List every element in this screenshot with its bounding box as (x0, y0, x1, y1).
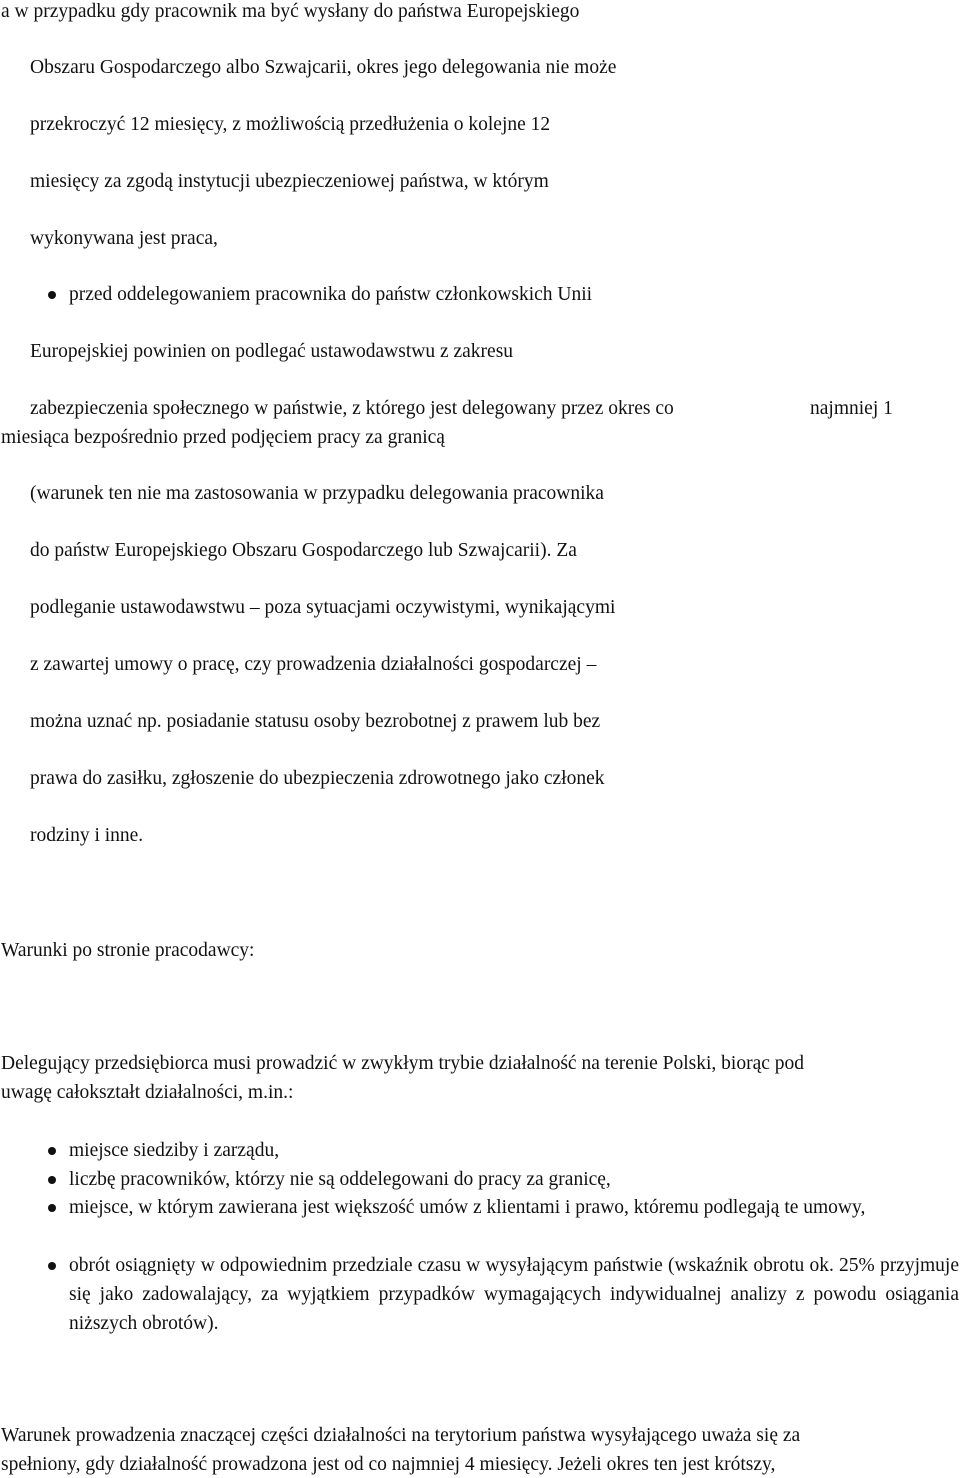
text-line: miesięcy za zgodą instytucji ubezpieczeniowej państwa, w którym (30, 171, 549, 192)
text-line: z zawartej umowy o pracę, czy prowadzenia działalności gospodarczej – (30, 654, 597, 675)
text-line: (warunek ten nie ma zastosowania w przypadku delegowania pracownika (30, 483, 604, 504)
text-line: Delegujący przedsiębiorca musi prowadzić w zwykłym trybie działalność na terenie Polski, biorąc pod (1, 1053, 805, 1074)
list-item: miejsce siedziby i zarządu, (69, 1140, 280, 1161)
bullet-icon (48, 1176, 56, 1184)
text-line: najmniej 1 (810, 398, 893, 419)
bullet-icon (48, 1204, 56, 1212)
list-item: miejsce, w którym zawierana jest większość umów z klientami i prawo, któremu podlegają te umowy, (69, 1197, 866, 1218)
text-line: a w przypadku gdy pracownik ma być wysłany do państwa Europejskiego (1, 1, 580, 22)
text-line: podleganie ustawodawstwu – poza sytuacjami oczywistymi, wynikającymi (30, 597, 616, 618)
list-item: obrót osiągnięty w odpowiednim przedziale czasu w wysyłającym państwie (wskaźnik obrotu ok. 25% przyjmuje się jako zadowalający, za wyjątkiem przypadków wymagających indywidualnej analizy z powodu osiągania niższych obrotów). (69, 1255, 959, 1334)
bullet-icon (48, 1262, 56, 1270)
text-line: można uznać np. posiadanie statusu osoby bezrobotnej z prawem lub bez (30, 711, 601, 732)
text-line: Warunek prowadzenia znaczącej części działalności na terytorium państwa wysyłającego uważa się za (1, 1425, 801, 1446)
text-line: Obszaru Gospodarczego albo Szwajcarii, okres jego delegowania nie może (30, 57, 617, 78)
text-line: miesiąca bezpośrednio przed podjęciem pracy za granicą (1, 427, 445, 448)
text-line: przekroczyć 12 miesięcy, z możliwością przedłużenia o kolejne 12 (30, 114, 551, 135)
text-line: zabezpieczenia społecznego w państwie, z którego jest delegowany przez okres co (30, 398, 674, 419)
text-line: wykonywana jest praca, (30, 228, 218, 249)
list-item: liczbę pracowników, którzy nie są oddelegowani do pracy za granicę, (69, 1169, 611, 1190)
text-line: do państw Europejskiego Obszaru Gospodarczego lub Szwajcarii). Za (30, 540, 577, 561)
text-line: przed oddelegowaniem pracownika do państw członkowskich Unii (69, 284, 593, 305)
text-line: rodziny i inne. (30, 825, 144, 846)
bullet-icon (48, 1147, 56, 1155)
text-line: uwagę całokształt działalności, m.in.: (1, 1082, 294, 1103)
text-line: Europejskiej powinien on podlegać ustawodawstwu z zakresu (30, 341, 514, 362)
text-line: spełniony, gdy działalność prowadzona jest od co najmniej 4 miesięcy. Jeżeli okres ten jest krótszy, (1, 1454, 776, 1475)
text-line: prawa do zasiłku, zgłoszenie do ubezpieczenia zdrowotnego jako członek (30, 768, 605, 789)
bullet-icon (48, 291, 56, 299)
section-heading: Warunki po stronie pracodawcy: (1, 940, 255, 961)
